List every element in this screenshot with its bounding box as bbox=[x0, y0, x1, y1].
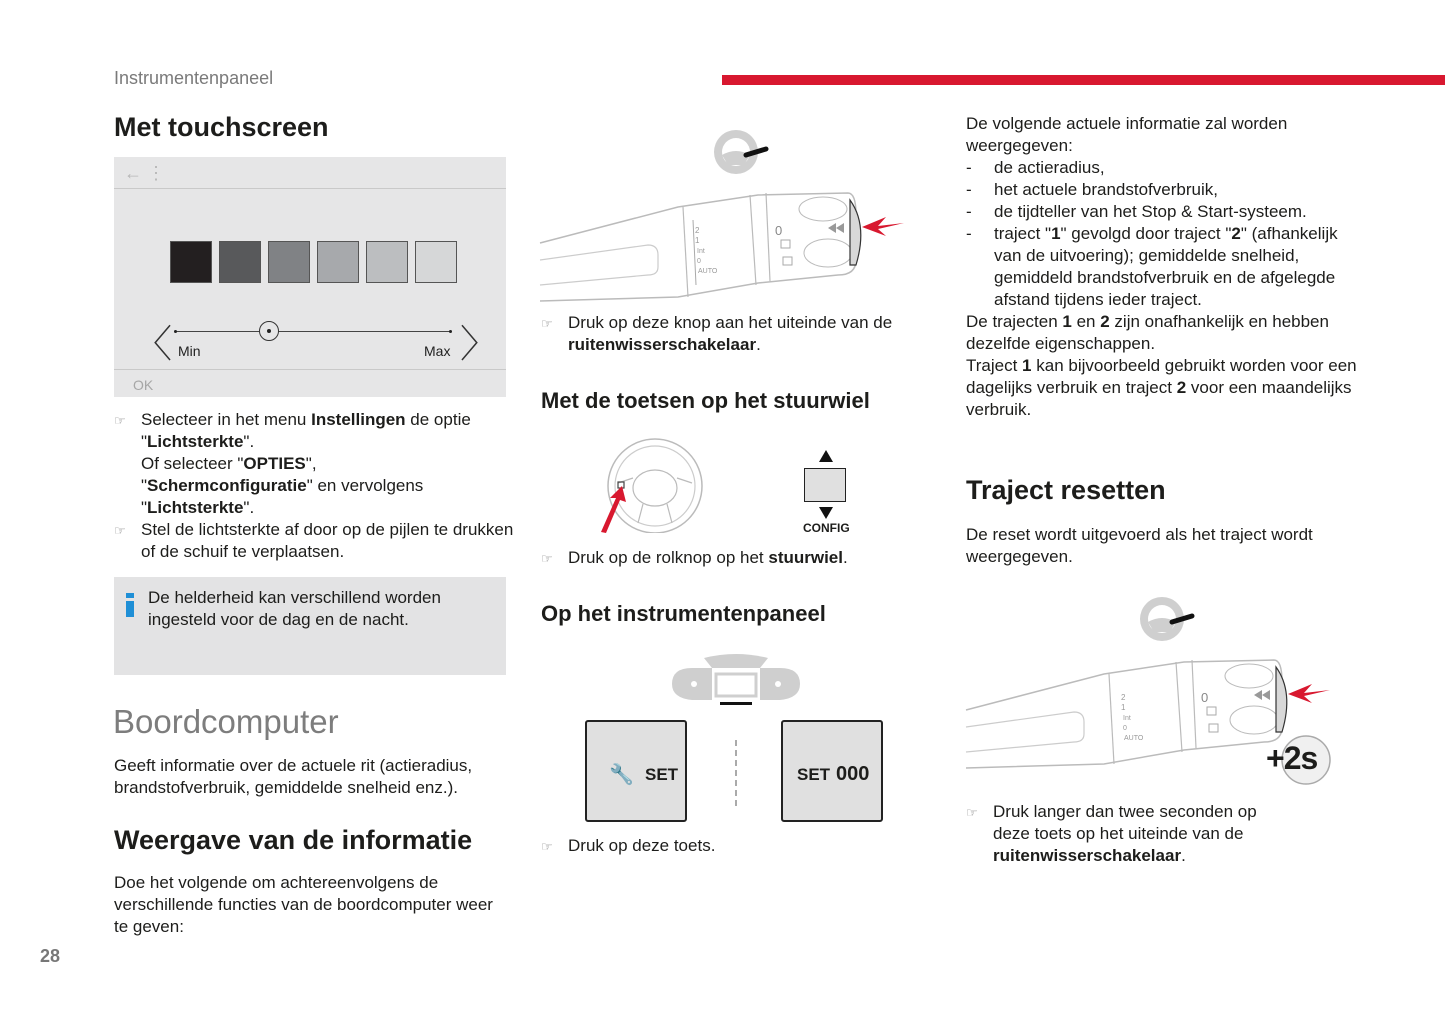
touchscreen-instructions bbox=[114, 409, 514, 563]
config-scroll-wheel bbox=[804, 468, 846, 502]
instrument-cluster-icon bbox=[670, 652, 802, 708]
brightness-swatch bbox=[170, 241, 212, 283]
section-title-reset: Traject resetten bbox=[966, 475, 1166, 505]
touchscreen-bottom-bar bbox=[114, 369, 506, 398]
svg-text:Int: Int bbox=[1123, 715, 1131, 722]
section-title-panel: Op het instrumentenpaneel bbox=[541, 601, 826, 626]
boordcomputer-text: Geeft informatie over de actuele rit (actieradius, brandstofverbruik, gemiddelde snelheid enz.). bbox=[114, 756, 473, 797]
section-title-boordcomputer: Boordcomputer bbox=[113, 703, 339, 740]
info-list-item: - traject "1" gevolgd door traject "2" (afhankelijk van de uitvoering); gemiddelde snelheid, gemiddeld brandstofverbruik en de afgelegde afstand tijdens ieder traject. bbox=[966, 224, 1338, 309]
svg-text:2: 2 bbox=[695, 226, 700, 235]
info-list bbox=[966, 157, 1366, 311]
slider-max-label: Max bbox=[424, 343, 451, 359]
pointing-hand-icon: ☞ bbox=[966, 805, 978, 820]
instruction-text: Stel de lichtsterkte af door op de pijlen te drukken of de schuif te verplaatsen. bbox=[141, 520, 514, 561]
config-label: CONFIG bbox=[803, 521, 850, 535]
info-list-item: - de actieradius, bbox=[966, 158, 1105, 177]
steering-wheel-illustration bbox=[598, 438, 708, 533]
pointing-hand-icon: ☞ bbox=[541, 839, 553, 854]
section-title-weergave: Weergave van de informatie bbox=[114, 825, 473, 855]
instruction-text: Druk op de rolknop op het stuurwiel. bbox=[568, 548, 848, 567]
svg-text:0: 0 bbox=[1123, 725, 1127, 732]
section-title-touchscreen: Met touchscreen bbox=[114, 112, 329, 142]
info-list-item: - de tijdteller van het Stop & Start-systeem. bbox=[966, 202, 1307, 221]
instruction-item bbox=[114, 409, 514, 519]
brightness-swatch bbox=[219, 241, 261, 283]
set-label: SET bbox=[645, 765, 679, 784]
section-title-steering: Met de toetsen op het stuurwiel bbox=[541, 388, 870, 413]
traject-usage-paragraph: Traject 1 kan bijvoorbeeld gebruikt worden voor een dagelijks verbruik en traject 2 voor een maandelijks verbruik. bbox=[966, 356, 1357, 419]
up-arrow-icon bbox=[819, 450, 833, 462]
pointing-hand-icon: ☞ bbox=[114, 413, 126, 428]
info-text: De helderheid kan verschillend worden ingesteld voor de dag en de nacht. bbox=[148, 588, 441, 629]
list-dash: - bbox=[966, 202, 972, 221]
weergave-text: Doe het volgende om achtereenvolgens de verschillende functies van de boordcomputer weer te geven: bbox=[114, 873, 493, 936]
instruction-text: Druk op deze toets. bbox=[568, 836, 716, 855]
chevron-right-icon[interactable]: 〉 bbox=[460, 324, 499, 366]
pointing-hand-icon: ☞ bbox=[114, 523, 126, 538]
instruction-text: Selecteer in het menu Instellingen de optie "Lichtsterkte". Of selecteer "OPTIES", "Schermconfiguratie" en vervolgens "Lichtsterkte". bbox=[141, 410, 471, 517]
breadcrumb: Instrumentenpaneel bbox=[114, 68, 274, 88]
brightness-slider-handle[interactable] bbox=[259, 321, 279, 341]
set-button-counter[interactable] bbox=[781, 720, 883, 822]
instruction-text: Druk langer dan twee seconden op deze toets op het uiteinde van de ruitenwisserschakelaar. bbox=[993, 802, 1257, 865]
touchscreen-brightness-mock bbox=[114, 157, 506, 397]
brightness-swatch bbox=[366, 241, 408, 283]
brightness-swatch bbox=[268, 241, 310, 283]
pointing-hand-icon: ☞ bbox=[541, 316, 553, 331]
svg-text:0: 0 bbox=[1201, 690, 1209, 705]
svg-text:0: 0 bbox=[775, 223, 783, 238]
page-number: 28 bbox=[40, 946, 61, 966]
set-value: 000 bbox=[836, 763, 870, 785]
instruction-item bbox=[114, 519, 514, 563]
steering-instruction bbox=[541, 547, 931, 569]
svg-text:1: 1 bbox=[1121, 703, 1126, 712]
list-dash: - bbox=[966, 224, 972, 243]
wrench-icon: 🔧 bbox=[609, 764, 634, 786]
info-intro: De volgende actuele informatie zal worden weergegeven: bbox=[966, 114, 1288, 155]
info-box bbox=[114, 577, 506, 675]
slider-max-dot bbox=[449, 330, 452, 333]
brightness-swatch bbox=[317, 241, 359, 283]
down-arrow-icon bbox=[819, 507, 833, 519]
header-accent-bar bbox=[722, 75, 1445, 85]
svg-text:2: 2 bbox=[1121, 693, 1126, 702]
panel-instruction bbox=[541, 835, 931, 857]
touchscreen-top-bar bbox=[114, 157, 506, 189]
info-list-section bbox=[966, 113, 1366, 421]
steering-wheel-icon bbox=[714, 130, 766, 174]
instruction-text: Druk op deze knop aan het uiteinde van de ruitenwisserschakelaar. bbox=[568, 313, 893, 354]
wiper-stalk-illustration bbox=[538, 125, 918, 305]
divider-dashed bbox=[735, 740, 737, 806]
list-dash: - bbox=[966, 158, 972, 177]
arrow-left-icon[interactable]: ← ⋮ bbox=[124, 163, 166, 183]
hold-2s-badge: +2s bbox=[1266, 740, 1318, 776]
svg-text:AUTO: AUTO bbox=[1124, 735, 1144, 742]
svg-text:Int: Int bbox=[697, 248, 705, 255]
brightness-slider-track[interactable] bbox=[176, 331, 451, 332]
slider-min-dot bbox=[174, 330, 177, 333]
set-button-wrench[interactable] bbox=[585, 720, 687, 822]
trajects-paragraph: De trajecten 1 en 2 zijn onafhankelijk en hebben dezelfde eigenschappen. bbox=[966, 312, 1329, 353]
reset-text: De reset wordt uitgevoerd als het traject wordt weergegeven. bbox=[966, 525, 1313, 566]
wiper-instruction bbox=[541, 312, 931, 356]
list-dash: - bbox=[966, 180, 972, 199]
svg-text:1: 1 bbox=[695, 236, 700, 245]
info-list-item: - het actuele brandstofverbruik, bbox=[966, 180, 1218, 199]
info-icon bbox=[126, 593, 134, 617]
pointing-hand-icon: ☞ bbox=[541, 551, 553, 566]
brightness-swatch bbox=[415, 241, 457, 283]
slider-min-label: Min bbox=[178, 343, 201, 359]
set-label: SET bbox=[797, 765, 831, 784]
steering-wheel-icon bbox=[1140, 597, 1192, 641]
chevron-left-icon[interactable]: 〈 bbox=[134, 324, 173, 366]
svg-text:AUTO: AUTO bbox=[698, 268, 718, 275]
ok-button[interactable]: OK bbox=[133, 377, 154, 393]
svg-text:0: 0 bbox=[697, 258, 701, 265]
reset-instruction bbox=[966, 801, 1296, 867]
